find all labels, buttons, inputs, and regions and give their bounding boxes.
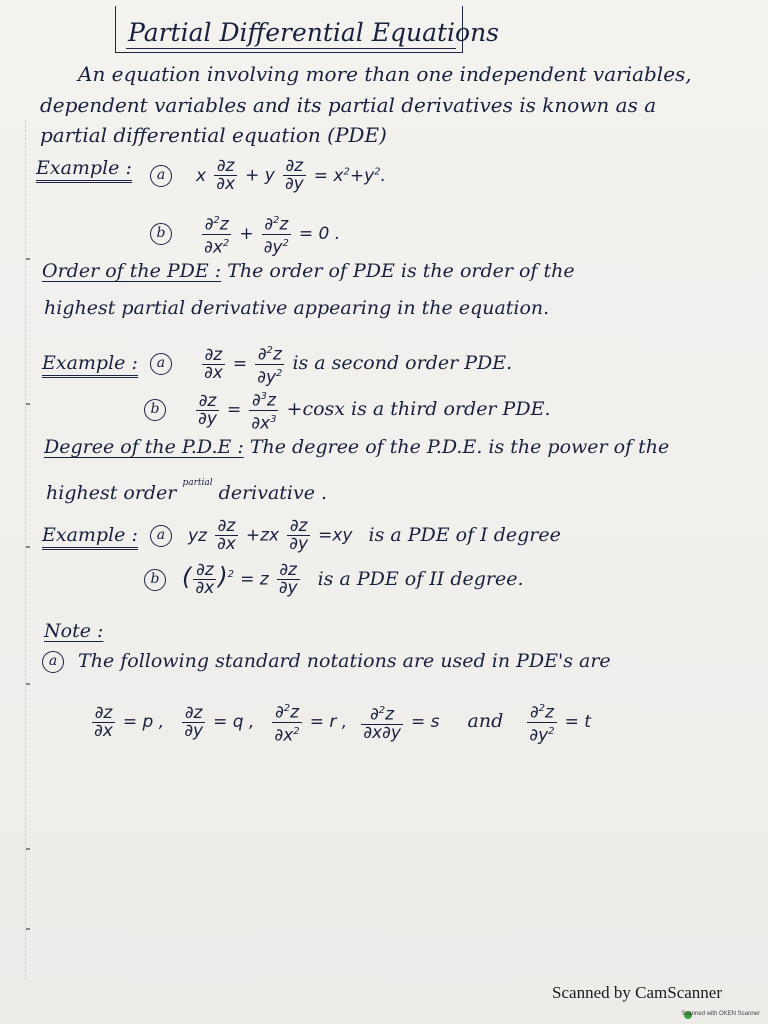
degree-example-a: Example : a yz $\frac{\partial z}{\partial x}$ +zx $\frac{\partial z}{\partial y}$ =xy is a PDE of I degree xyxy=(42,516,561,554)
intro-line-2: dependent variables and its partial derivatives is known as a xyxy=(40,93,657,117)
fraction: $\frac{\partial^2z}{\partial y^2}$ xyxy=(255,342,284,386)
item-a-marker: a xyxy=(150,165,172,187)
example-1a-equation: a x $\frac{\partial z}{\partial x}$ + y $\frac{\partial z}{\partial y}$ = $x^2+y^2$. xyxy=(150,158,386,193)
fraction: $\frac{\partial^2z}{\partial x\partial y}$ xyxy=(361,702,403,742)
camscanner-watermark: Scanned by CamScanner xyxy=(552,983,722,1002)
order-example-label: Example : xyxy=(42,352,138,378)
fraction: $\frac{\partial^3z}{\partial x^3}$ xyxy=(249,388,278,432)
note-text: The following standard notations are used in PDE's are xyxy=(78,650,611,672)
order-a-text: is a second order PDE. xyxy=(292,352,513,375)
intro-line-3: partial differential equation (PDE) xyxy=(40,123,387,147)
fraction: $\frac{\partial^2z}{\partial x^2}$ xyxy=(202,212,231,256)
fraction: $\frac{\partial z}{\partial x}$ xyxy=(94,702,113,741)
degree-b-text: is a PDE of II degree. xyxy=(317,567,524,590)
item-a-marker: a xyxy=(150,353,172,375)
margin-tick xyxy=(26,848,30,850)
fraction: $\frac{\partial z}{\partial y}$ xyxy=(284,156,304,194)
order-example-b: b $\frac{\partial z}{\partial y}$ = $\frac{\partial^3z}{\partial x^3}$ +cosx is a third order PDE. xyxy=(144,388,550,432)
order-example-a: Example : a $\frac{\partial z}{\partial x}$ = $\frac{\partial^2z}{\partial y^2}$ is a second order PDE. xyxy=(42,342,512,386)
degree-text-1: The degree of the P.D.E. is the power of the xyxy=(249,436,670,458)
degree-definition-line-2 xyxy=(46,478,328,504)
degree-inserted-word: partial xyxy=(182,478,213,488)
title-underline xyxy=(126,48,456,49)
fraction: $\frac{\partial^2z}{\partial y^2}$ xyxy=(527,700,556,744)
fraction: $\frac{\partial z}{\partial y}$ xyxy=(184,702,204,741)
fraction: $\frac{\partial z}{\partial y}$ xyxy=(278,560,298,598)
margin-tick xyxy=(26,258,30,260)
item-a-marker: a xyxy=(42,651,64,673)
order-heading: Order of the PDE : xyxy=(42,260,222,282)
item-b-marker: b xyxy=(150,223,172,245)
fraction: $\frac{\partial^2z}{\partial x^2}$ xyxy=(272,700,301,744)
example-1-heading xyxy=(36,157,132,179)
degree-text-2b: derivative . xyxy=(218,482,328,504)
item-a-marker: a xyxy=(150,525,172,547)
order-b-text: +cosx is a third order PDE. xyxy=(286,398,551,421)
margin-tick xyxy=(26,683,30,685)
margin-tick xyxy=(26,403,30,405)
order-text-1: The order of PDE is the order of the xyxy=(227,260,575,282)
degree-text-2a: highest order xyxy=(46,482,177,504)
bleed-through xyxy=(60,745,660,895)
degree-definition-line-1 xyxy=(44,436,669,458)
fraction: $\frac{\partial z}{\partial y}$ xyxy=(289,516,309,554)
intro-line-1: An equation involving more than one independent variables, xyxy=(78,62,692,86)
page-title: Partial Differential Equations xyxy=(128,18,500,47)
fraction: $\frac{\partial z}{\partial x}$ xyxy=(216,516,236,554)
order-definition-line-1 xyxy=(42,260,575,282)
order-definition-line-2: highest partial derivative appearing in the equation. xyxy=(44,297,550,319)
fraction: $\frac{\partial z}{\partial x}$ xyxy=(195,560,215,598)
margin-line xyxy=(25,120,26,980)
degree-example-b: b ( $\frac{\partial z}{\partial x}$ )$^2$ = z $\frac{\partial z}{\partial y}$ is a PDE of II degree. xyxy=(144,562,524,597)
fraction: $\frac{\partial^2z}{\partial y^2}$ xyxy=(262,212,291,256)
margin-tick xyxy=(26,928,30,930)
example-1b-equation: b $\frac{\partial^2z}{\partial x^2}$ + $\frac{\partial^2z}{\partial y^2}$ = 0 . xyxy=(150,212,340,256)
note-heading xyxy=(44,620,103,642)
item-b-marker: b xyxy=(144,569,166,591)
fraction: $\frac{\partial z}{\partial x}$ xyxy=(216,156,236,194)
degree-example-label: Example : xyxy=(42,524,138,550)
note-line xyxy=(42,650,611,673)
degree-a-text: is a PDE of I degree xyxy=(368,523,561,546)
fraction: $\frac{\partial z}{\partial x}$ xyxy=(203,344,223,383)
notation-equations: $\frac{\partial z}{\partial x}$ = p , $\frac{\partial z}{\partial y}$ = q , $\frac{\partial^2z}{\partial x^2}$ = r , $\frac{\partial^2z}{\partial x\partial y}$ = s and $\frac{\partial^2z}{\partial y^2}$ = t xyxy=(90,700,591,744)
and-word: and xyxy=(467,710,504,733)
scanner-small-watermark: Scanned with OKEN Scanner xyxy=(681,1011,760,1017)
math-expr: x xyxy=(196,165,207,186)
margin-tick xyxy=(26,546,30,548)
degree-heading: Degree of the P.D.E : xyxy=(44,436,244,458)
fraction: $\frac{\partial z}{\partial y}$ xyxy=(198,390,217,429)
example-1-label: Example : xyxy=(36,157,132,183)
note-label: Note : xyxy=(44,620,104,642)
item-b-marker: b xyxy=(144,399,166,421)
